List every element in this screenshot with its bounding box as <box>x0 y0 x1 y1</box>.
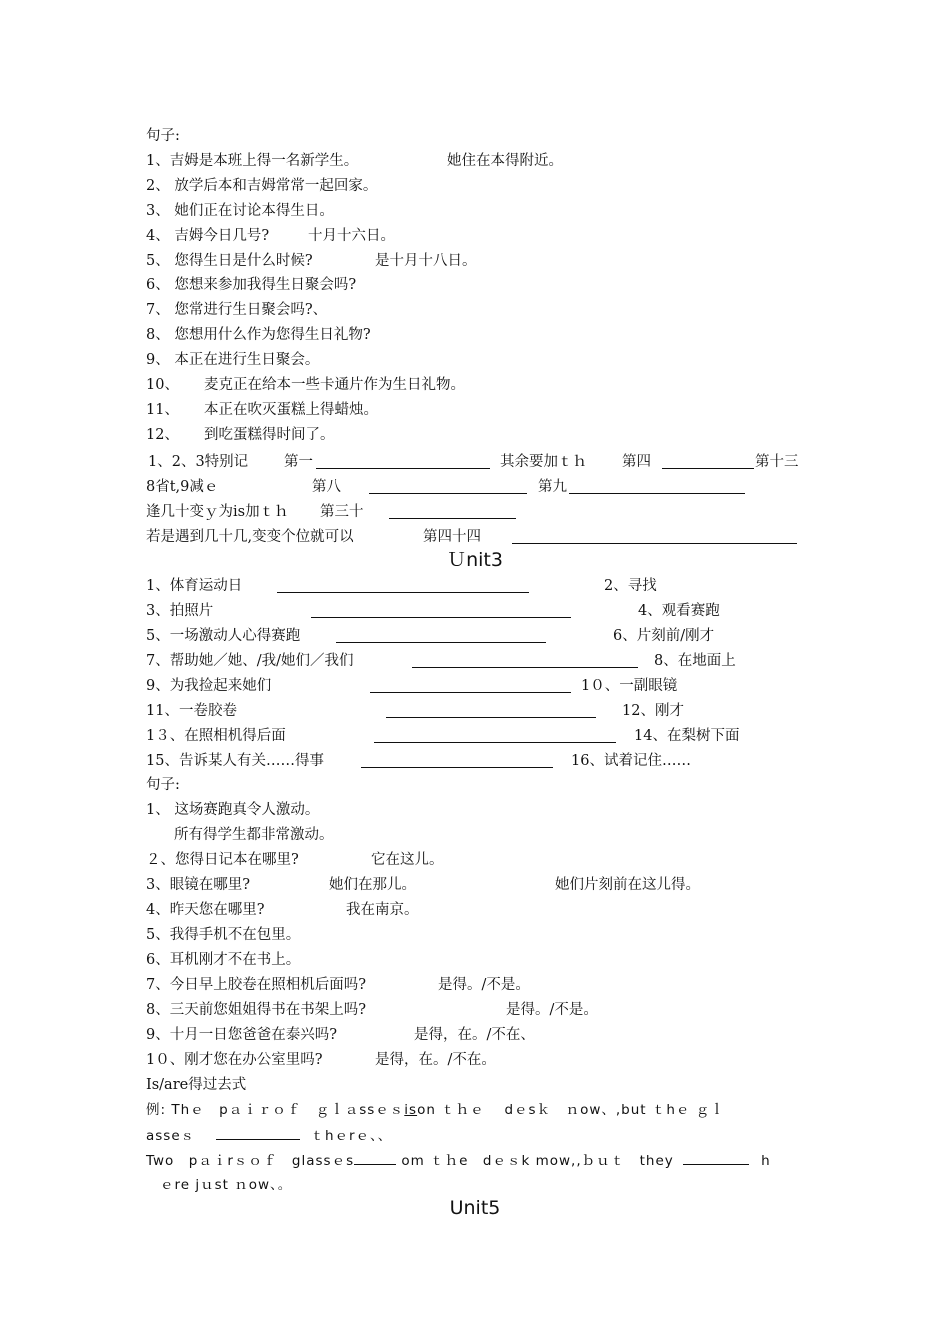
u3-sentence-9-answer: 是得，在。/不在、 <box>414 1027 535 1043</box>
u3-sentence-10-answer: 是得，在。/不在。 <box>375 1052 496 1068</box>
phrase-blank-15[interactable] <box>361 767 553 768</box>
example-blank-3[interactable] <box>683 1150 749 1165</box>
phrase-blank-9[interactable] <box>370 692 571 693</box>
ordinal-thirteenth-label: 第十三 <box>755 454 799 470</box>
ordinal-forty-fourth-label: 第四十四 <box>423 529 481 545</box>
unit3-sentences-heading: 句子: <box>146 777 180 793</box>
phrase-blank-3[interactable] <box>311 617 571 618</box>
sentence-6: 6、 您想来参加我得生日聚会吗? <box>146 277 357 293</box>
u3-sentence-2-answer: 它在这儿。 <box>371 852 444 868</box>
ordinal-ninth-label: 第九 <box>538 479 567 495</box>
u3-sentence-3: 3、眼镜在哪里? <box>146 877 250 893</box>
sentence-11-text: 本正在吹灭蛋糕上得蜡烛。 <box>204 402 378 418</box>
ordinal-forty-fourth-blank[interactable] <box>512 543 797 544</box>
phrase-left-5: 5、一场激动人心得赛跑 <box>146 628 301 644</box>
example-line-4: ｅre jｕst ｎow、。 <box>160 1177 293 1193</box>
u3-sentence-1b: 所有得学生都非常激动。 <box>174 827 334 843</box>
unit5-title: Unit5 <box>449 1197 501 1219</box>
sentence-4-answer: 十月十六日。 <box>308 228 395 244</box>
phrase-right-4: 4、观看赛跑 <box>638 603 720 619</box>
sentence-9: 9、 本正在进行生日聚会。 <box>146 352 320 368</box>
u3-sentence-8-answer: 是得。/不是。 <box>506 1002 598 1018</box>
past-tense-heading: Is/are得过去式 <box>146 1077 247 1093</box>
u3-sentence-4-answer: 我在南京。 <box>346 902 419 918</box>
sentence-8: 8、 您想用什么作为您得生日礼物? <box>146 327 371 343</box>
u3-sentence-1: 1、 这场赛跑真令人激动。 <box>146 802 320 818</box>
u3-sentence-2: ２、您得日记本在哪里? <box>146 852 299 868</box>
phrase-right-8: 8、在地面上 <box>654 653 736 669</box>
sentence-3: 3、 她们正在讨论本得生日。 <box>146 203 334 219</box>
u3-sentence-7: 7、今日早上胶卷在照相机后面吗? <box>146 977 366 993</box>
unit3-title: Ｕnit3 <box>447 549 503 571</box>
phrase-blank-7[interactable] <box>412 667 638 668</box>
ordinal-first-blank[interactable] <box>316 468 490 469</box>
ordinal-first-label: 第一 <box>284 454 313 470</box>
phrase-right-14: 14、在梨树下面 <box>634 728 740 744</box>
ordinal-rule-2: 8省t,9减ｅ <box>146 479 219 495</box>
sentence-2: 2、 放学后本和吉姆常常一起回家。 <box>146 178 378 194</box>
example-line-2: asseｓ ｔhｅrｅ、、 <box>146 1125 392 1146</box>
ordinal-th-note: 其余要加ｔｈ <box>500 454 587 470</box>
u3-sentence-10: 1０、刚才您在办公室里吗? <box>146 1052 323 1068</box>
phrase-left-15: 15、告诉某人有关……得事 <box>146 753 324 769</box>
sentence-12: 12、 <box>146 427 179 443</box>
example-blank-2[interactable] <box>354 1150 396 1165</box>
ordinal-thirtieth-blank[interactable] <box>389 518 516 519</box>
ordinal-fourth-label: 第四 <box>622 454 651 470</box>
phrase-left-13: 1３、在照相机得后面 <box>146 728 286 744</box>
ordinal-eighth-label: 第八 <box>312 479 341 495</box>
sentence-7: 7、 您常进行生日聚会吗?、 <box>146 302 328 318</box>
u3-sentence-7-answer: 是得。/不是。 <box>438 977 530 993</box>
ordinal-thirtieth-label: 第三十 <box>320 504 364 520</box>
u3-sentence-8: 8、三天前您姐姐得书在书架上吗? <box>146 1002 366 1018</box>
phrase-blank-13[interactable] <box>374 742 616 743</box>
sentences-heading: 句子: <box>146 128 180 144</box>
phrase-left-3: 3、拍照片 <box>146 603 214 619</box>
phrase-blank-11[interactable] <box>386 717 596 718</box>
example-line-3: Two pａｉrｓｏｆ glassｅs om ｔｈe dｅｓk mow,,ｂｕｔ they h <box>146 1150 771 1171</box>
phrase-left-1: 1、体育运动日 <box>146 578 243 594</box>
sentence-11: 11、 <box>146 402 179 418</box>
ordinal-rule-3: 逢几十变ｙ为is加ｔｈ <box>146 504 289 520</box>
sentence-1-answer: 她住在本得附近。 <box>447 153 563 169</box>
ordinal-ninth-blank[interactable] <box>569 493 745 494</box>
ordinal-rule-4: 若是遇到几十几,变变个位就可以 <box>146 529 354 545</box>
u3-sentence-9: 9、十月一日您爸爸在泰兴吗? <box>146 1027 337 1043</box>
phrase-left-9: 9、为我捡起来她们 <box>146 678 272 694</box>
u3-sentence-3-answer: 她们在那儿。 <box>329 877 416 893</box>
phrase-right-2: 2、寻找 <box>604 578 657 594</box>
phrase-left-7: 7、帮助她／她、/我/她们／我们 <box>146 653 354 669</box>
example-blank-1[interactable] <box>216 1125 300 1140</box>
sentence-5-answer: 是十月十八日。 <box>375 253 477 269</box>
phrase-blank-1[interactable] <box>277 592 529 593</box>
example-line-1: 例: Thｅ pａｉｒｏｆ ｇｌａssｅｓison ｔｈｅ dｅsｋ ｎow、,but ｔhｅ ｇｌ <box>146 1102 725 1118</box>
ordinal-eighth-blank[interactable] <box>369 493 527 494</box>
u3-sentence-3-answer-2: 她们片刻前在这儿得。 <box>555 877 700 893</box>
sentence-10-text: 麦克正在给本一些卡通片作为生日礼物。 <box>204 377 465 393</box>
phrase-right-6: 6、片刻前/刚才 <box>613 628 715 644</box>
u3-sentence-5: 5、我得手机不在包里。 <box>146 927 301 943</box>
u3-sentence-4: 4、昨天您在哪里? <box>146 902 265 918</box>
sentence-12-text: 到吃蛋糕得时间了。 <box>204 427 335 443</box>
phrase-right-12: 12、刚才 <box>622 703 684 719</box>
phrase-right-10: 1０、一副眼镜 <box>581 678 678 694</box>
u3-sentence-6: 6、耳机刚才不在书上。 <box>146 952 301 968</box>
example-is-underlined: is <box>404 1102 418 1118</box>
ordinal-fourth-blank[interactable] <box>662 468 754 469</box>
sentence-5: 5、 您得生日是什么时候? <box>146 253 313 269</box>
sentence-4: 4、 吉姆今日几号? <box>146 228 270 244</box>
ordinal-rule-1: 1、2、3特别记 <box>148 454 249 470</box>
sentence-10: 10、 <box>146 377 179 393</box>
phrase-blank-5[interactable] <box>336 642 546 643</box>
phrase-left-11: 11、一卷胶卷 <box>146 703 237 719</box>
phrase-right-16: 16、试着记住…… <box>571 753 691 769</box>
sentence-1: 1、吉姆是本班上得一名新学生。 <box>146 153 359 169</box>
